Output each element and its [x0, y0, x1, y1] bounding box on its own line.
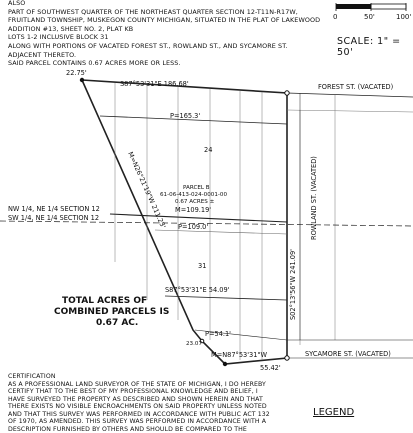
description-line: ADDITION #13, SHEET NO. 2, PLAT KB [8, 25, 338, 34]
total-acres-line-3: 0.67 AC. [96, 318, 138, 328]
monument-ne [285, 91, 289, 95]
bottom-distance: 55.42' [260, 364, 281, 372]
lower-bearing: S87°53'31"E 54.09' [165, 286, 230, 294]
description-line: SAID PARCEL CONTAINS 0.67 ACRES MORE OR LESS. [8, 59, 338, 68]
top-bearing: S87°53'31"E 186.68' [120, 80, 189, 88]
m-mid-label: M=109.19' [175, 206, 211, 214]
parcel-split-line [110, 214, 287, 222]
sycamore-street-label: SYCAMORE ST. (VACATED) [305, 350, 391, 358]
parcel-label: PARCEL B [183, 185, 210, 191]
legend-heading: LEGEND [313, 407, 354, 418]
p-low-label: P=54.1' [205, 330, 231, 338]
monument-nw [80, 78, 84, 82]
certification-line: DESCRIPTION FURNISHED BY OTHERS AND SHOULD BE COMPARED TO THE [8, 426, 338, 433]
parcel-id: 61-06-413-024-0001-00 [160, 192, 227, 198]
certification-line: CERTIFY THAT TO THE BEST OF MY PROFESSIONAL KNOWLEDGE AND BELIEF, I [8, 388, 338, 396]
certification-line: HAVE SURVEYED THE PROPERTY AS DESCRIBED AND SHOWN HEREIN AND THAT [8, 396, 338, 404]
scale-tick-0: 0 [333, 13, 337, 21]
p-top-label: P=165.3' [170, 112, 200, 120]
scale-tick-100: 100' [396, 13, 411, 21]
quarter-label-south: SW 1/4, NE 1/4 SECTION 12 [8, 214, 99, 222]
scale-text: SCALE: 1" = 50' [337, 36, 413, 58]
description-line: PART OF SOUTHWEST QUARTER OF THE NORTHEAST QUARTER SECTION 12-T11N-R17W, [8, 8, 338, 17]
rowland-street-label: ROWLAND ST. (VACATED) [310, 156, 318, 240]
block-24-label: 24 [204, 146, 212, 154]
description-line: ALSO [8, 0, 338, 8]
corner-nw-dist: 22.75' [66, 69, 87, 77]
scale-tick-50: 50' [364, 13, 375, 21]
west-bearing: M=N26°21'19"W 211.23' [126, 151, 167, 230]
forest-street-line [287, 93, 413, 97]
certification-title: CERTIFICATION [8, 373, 338, 381]
monument-se [285, 356, 289, 360]
description-line: ADJACENT THERETO. [8, 51, 338, 60]
p-mid-label: P=109.0' [178, 223, 208, 231]
total-acres-line-2: COMBINED PARCELS IS [54, 307, 169, 317]
bottom-bearing: M=N87°53'31"W [211, 351, 267, 359]
block-line [165, 296, 287, 300]
forest-street-line [287, 110, 413, 112]
total-acres-line-1: TOTAL ACRES OF [62, 296, 147, 306]
quarter-label-north: NW 1/4, NE 1/4 SECTION 12 [8, 205, 100, 213]
block-line [155, 230, 287, 234]
forest-street-label: FOREST ST. (VACATED) [318, 83, 393, 91]
description-line: ALONG WITH PORTIONS OF VACATED FOREST ST., ROWLAND ST., AND SYCAMORE ST. [8, 42, 338, 51]
corner-sw-dist: 23.07 [186, 341, 202, 347]
block-31-label: 31 [198, 262, 206, 270]
certification-line: OF 1970, AS AMENDED. THIS SURVEY WAS PERFORMED IN ACCORDANCE WITH A [8, 418, 338, 426]
monument-sw [223, 362, 227, 366]
certification-line: AS A PROFESSIONAL LAND SURVEYOR OF THE STATE OF MICHIGAN, I DO HEREBY [8, 381, 338, 389]
description-line: LOTS 1-2 INCLUSIVE BLOCK 31 [8, 33, 338, 42]
east-bearing: S02°13'56"W 241.09' [289, 249, 297, 320]
parcel-acres: 0.67 ACRES ± [175, 199, 215, 205]
certification-line: AND THAT THIS SURVEY WAS PERFORMED IN ACCORDANCE WITH PUBLIC ACT 132 [8, 411, 338, 419]
certification-line: THERE EXISTS NO VISIBLE ENCROACHMENTS ON SAID PROPERTY UNLESS NOTED [8, 403, 338, 411]
description-line: FRUITLAND TOWNSHIP, MUSKEGON COUNTY MICHIGAN, SITUATED IN THE PLAT OF LAKEWOOD [8, 16, 338, 25]
certification-block [8, 373, 338, 433]
